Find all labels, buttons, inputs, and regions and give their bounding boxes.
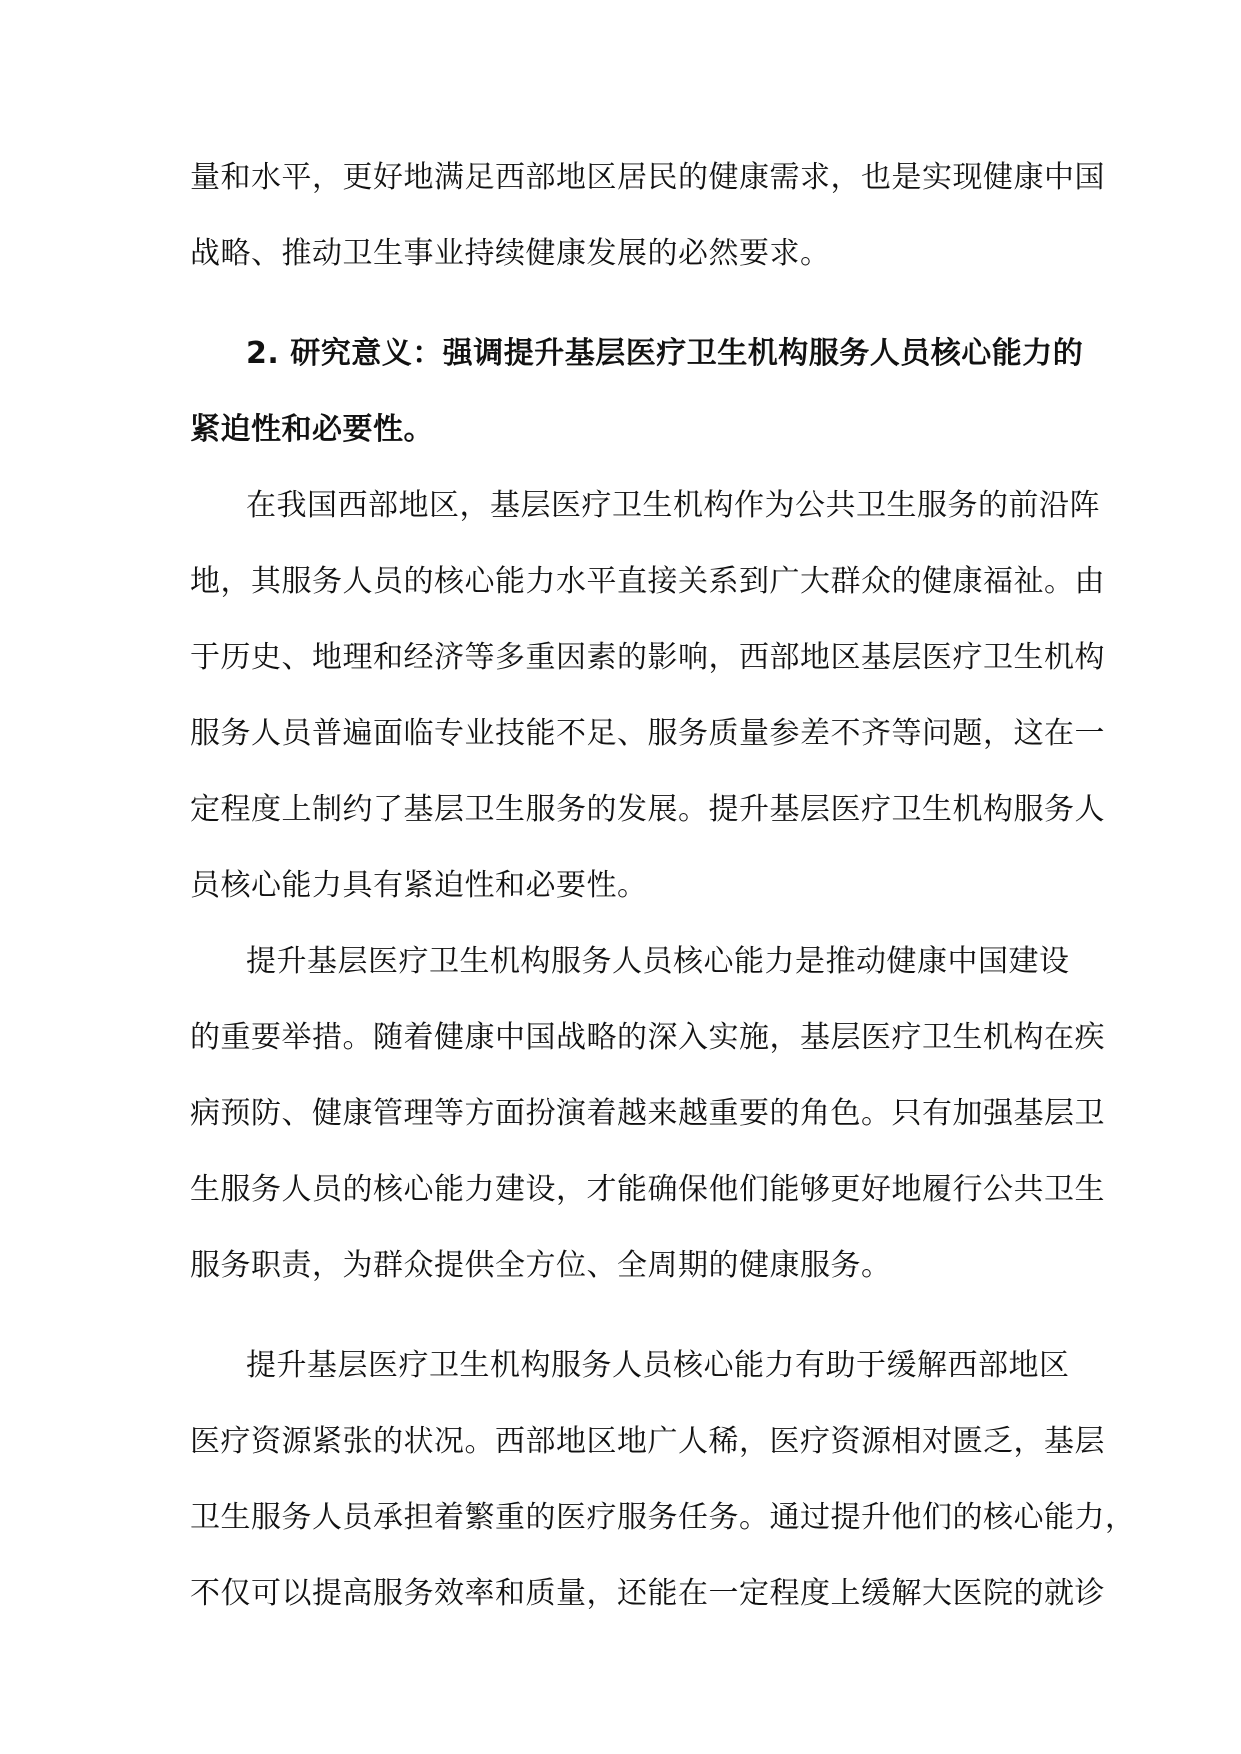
document-body bbox=[190, 140, 1136, 1632]
text-line: 提升基层医疗卫生机构服务人员核心能力是推动健康中国建设 bbox=[246, 944, 1070, 979]
text-line: 量和水平，更好地满足西部地区居民的健康需求，也是实现健康中国 bbox=[190, 160, 1105, 195]
heading-line: 紧迫性和必要性。 bbox=[190, 412, 434, 447]
section-heading bbox=[190, 316, 1084, 468]
text-line: 员核心能力具有紧迫性和必要性。 bbox=[190, 868, 648, 903]
paragraph-spacer bbox=[190, 292, 1052, 316]
text-line: 医疗资源紧张的状况。西部地区地广人稀，医疗资源相对匮乏，基层 bbox=[190, 1424, 1105, 1459]
paragraph-continuation bbox=[190, 140, 1105, 292]
text-line: 服务职责，为群众提供全方位、全周期的健康服务。 bbox=[190, 1248, 892, 1283]
text-line: 地，其服务人员的核心能力水平直接关系到广大群众的健康福祉。由 bbox=[190, 564, 1105, 599]
text-line: 的重要举措。随着健康中国战略的深入实施，基层医疗卫生机构在疾 bbox=[190, 1020, 1105, 1055]
text-line: 于历史、地理和经济等多重因素的影响，西部地区基层医疗卫生机构 bbox=[190, 640, 1105, 675]
text-line: 卫生服务人员承担着繁重的医疗服务任务。通过提升他们的核心能力， bbox=[190, 1500, 1136, 1535]
paragraph bbox=[190, 924, 1105, 1304]
text-line: 在我国西部地区，基层医疗卫生机构作为公共卫生服务的前沿阵 bbox=[246, 488, 1100, 523]
text-line: 病预防、健康管理等方面扮演着越来越重要的角色。只有加强基层卫 bbox=[190, 1096, 1105, 1131]
text-line: 战略、推动卫生事业持续健康发展的必然要求。 bbox=[190, 236, 831, 271]
text-line: 不仅可以提高服务效率和质量，还能在一定程度上缓解大医院的就诊 bbox=[190, 1576, 1105, 1611]
text-line: 生服务人员的核心能力建设，才能确保他们能够更好地履行公共卫生 bbox=[190, 1172, 1105, 1207]
heading-line: 2. 研究意义：强调提升基层医疗卫生机构服务人员核心能力的 bbox=[246, 336, 1084, 371]
text-line: 提升基层医疗卫生机构服务人员核心能力有助于缓解西部地区 bbox=[246, 1348, 1070, 1383]
paragraph bbox=[190, 468, 1105, 924]
text-line: 服务人员普遍面临专业技能不足、服务质量参差不齐等问题，这在一 bbox=[190, 716, 1105, 751]
text-line: 定程度上制约了基层卫生服务的发展。提升基层医疗卫生机构服务人 bbox=[190, 792, 1105, 827]
paragraph-spacer bbox=[190, 1304, 1052, 1328]
paragraph bbox=[190, 1328, 1136, 1632]
